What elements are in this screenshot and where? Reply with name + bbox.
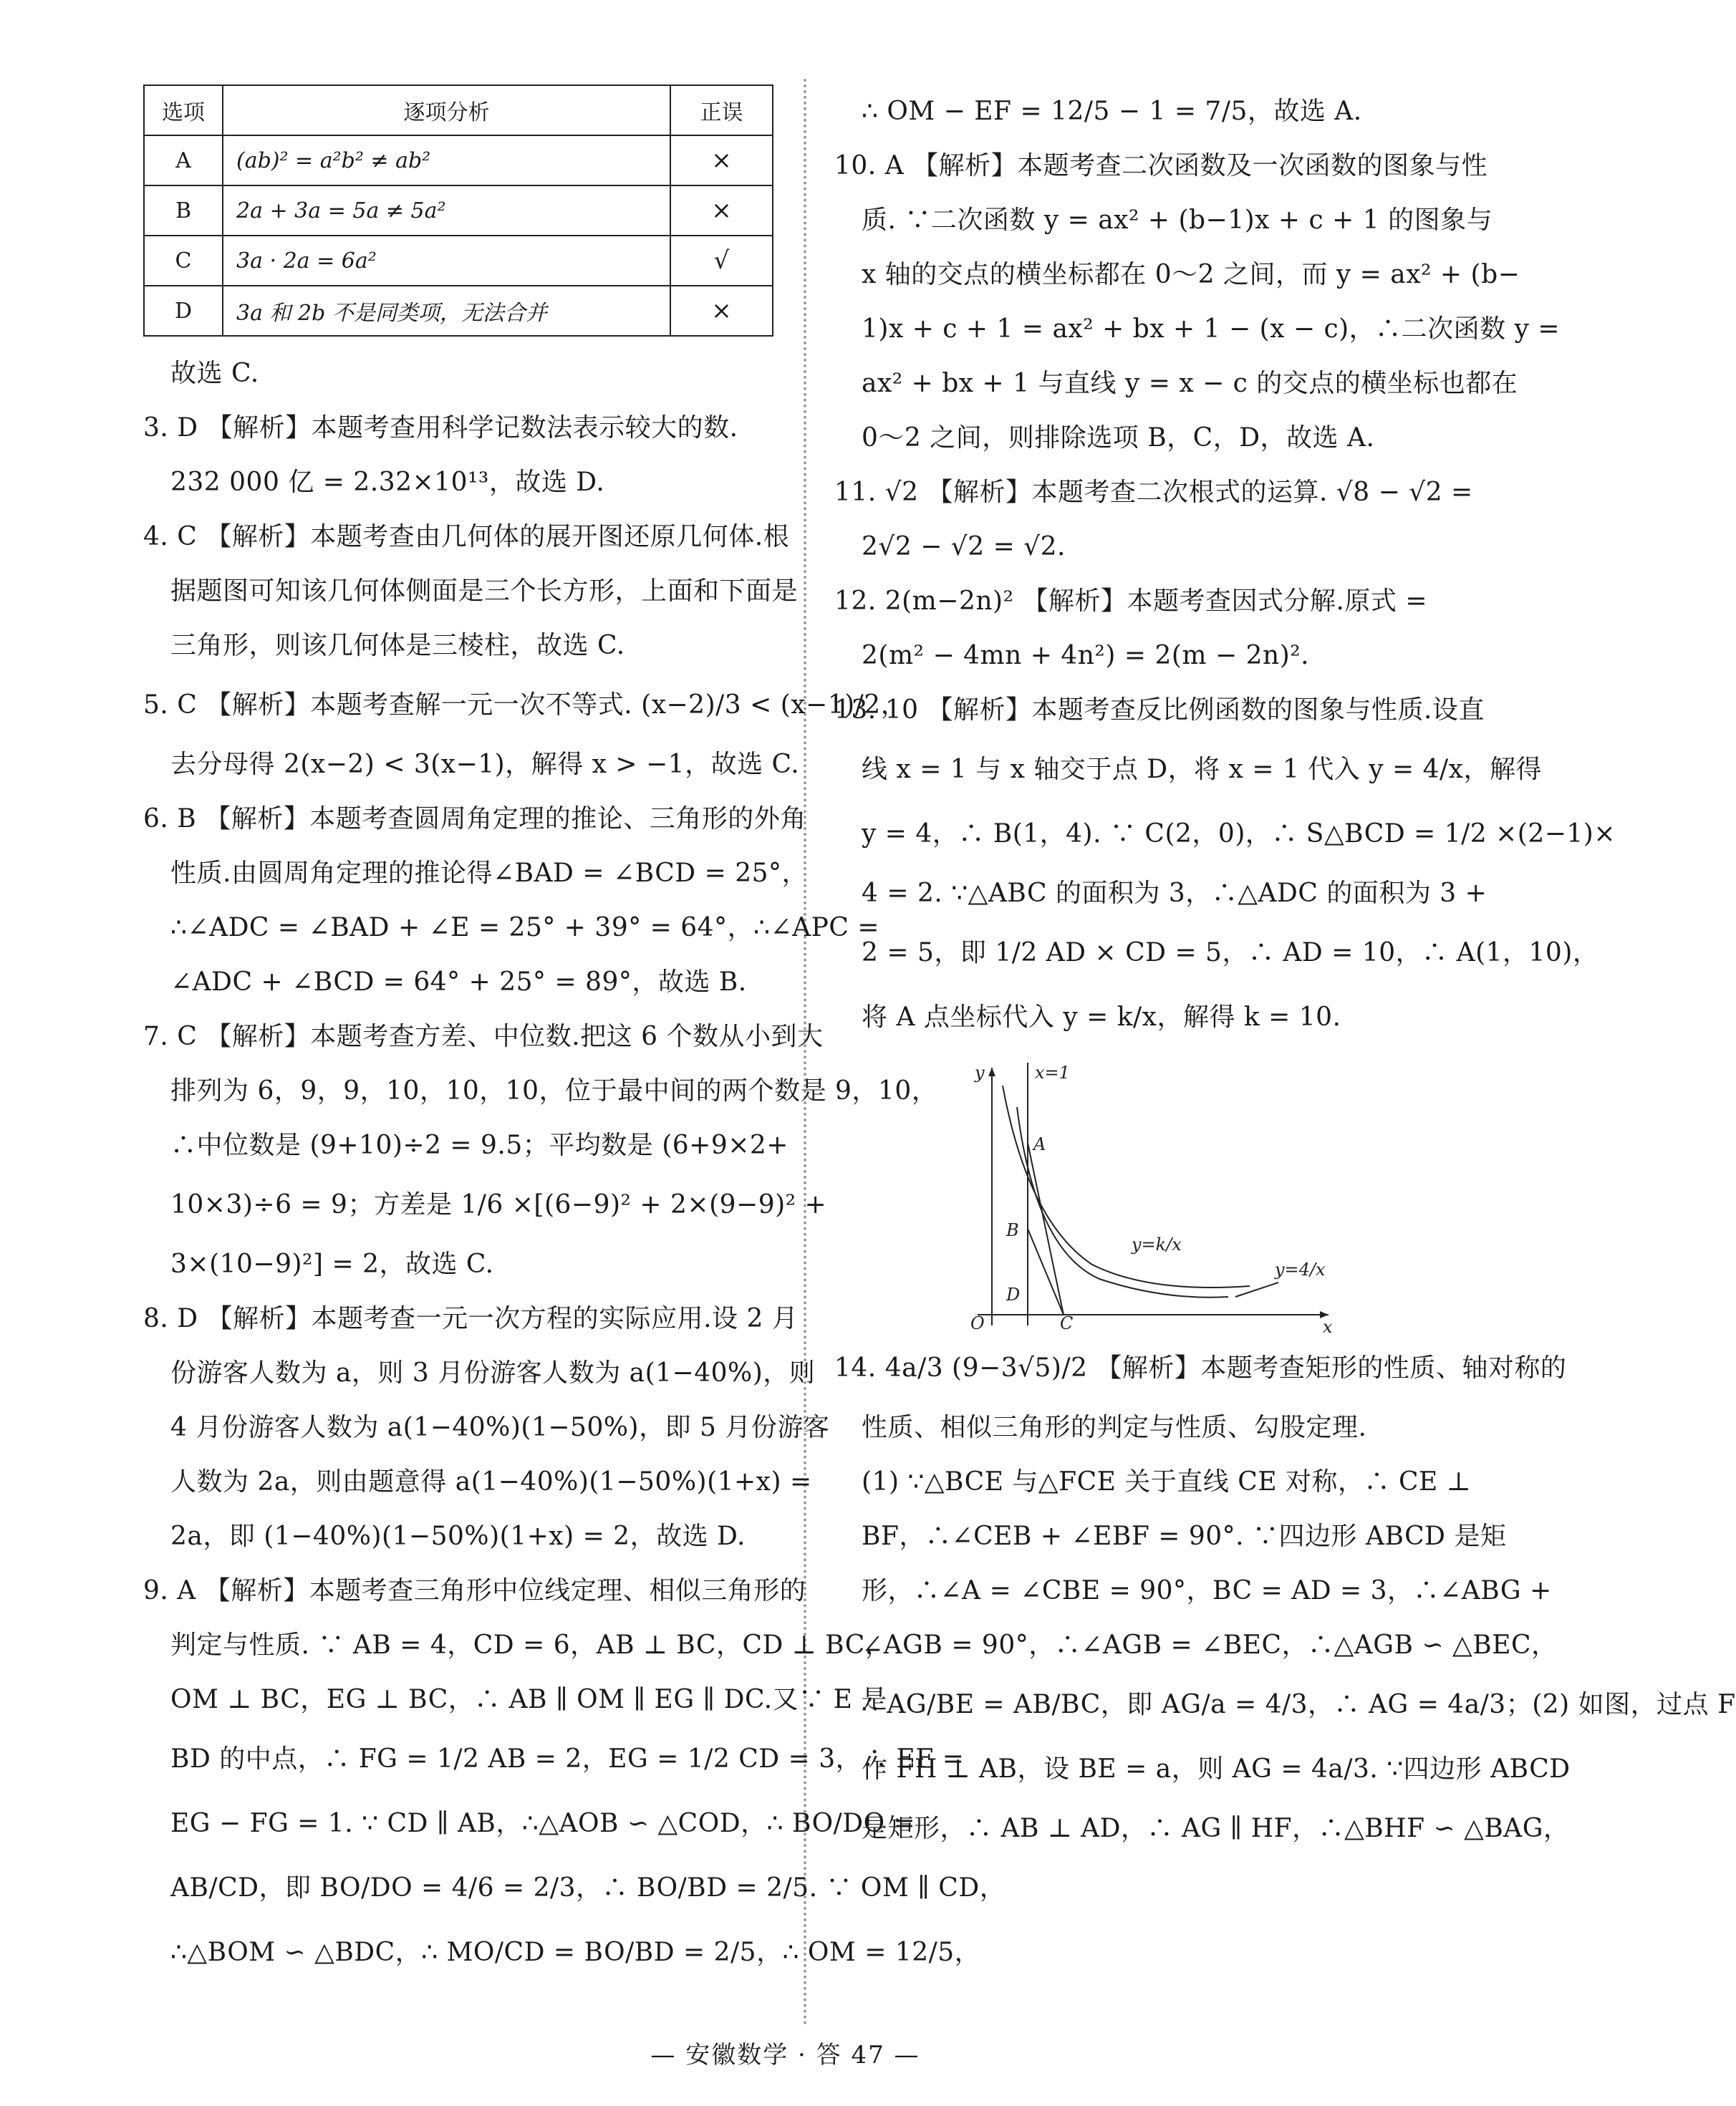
graph-svg xyxy=(949,1057,1350,1337)
text-line: 3. D 【解析】本题考查用科学记数法表示较大的数. xyxy=(143,413,738,443)
text-line: ∴中位数是 (9+10)÷2 = 9.5；平均数是 (6+9×2+ xyxy=(170,1131,789,1160)
point-d-label: D xyxy=(1006,1285,1021,1305)
table-cell-result: √ xyxy=(670,236,773,286)
text-line: 0～2 之间，则排除选项 B，C，D，故选 A. xyxy=(862,423,1375,453)
point-b-label: B xyxy=(1006,1220,1019,1240)
right-column xyxy=(834,84,1736,1856)
x-axis-label: x xyxy=(1323,1317,1333,1337)
table-row xyxy=(144,236,773,286)
table-cell-option: D xyxy=(144,286,223,336)
text-line: BD 的中点，∴ FG = 1/2 AB = 2，EG = 1/2 CD = 3，∴ EF = xyxy=(170,1744,965,1774)
text-line: 4. C 【解析】本题考查由几何体的展开图还原几何体.根 xyxy=(143,522,790,551)
text-line: 232 000 亿 = 2.32×10¹³，故选 D. xyxy=(170,468,605,497)
segment-ac xyxy=(1028,1143,1064,1315)
option-analysis-table xyxy=(143,84,773,337)
label-pointer xyxy=(1235,1283,1278,1297)
text-line: 判定与性质. ∵ AB = 4，CD = 6，AB ⊥ BC，CD ⊥ BC， xyxy=(170,1631,892,1660)
text-line: 1)x + c + 1 = ax² + bx + 1 − (x − c)，∴二次函数 y = xyxy=(862,314,1561,344)
curve-4-label: y=4/x xyxy=(1275,1260,1326,1280)
table-cell-result: × xyxy=(670,286,773,336)
text-line: 6. B 【解析】本题考查圆周角定理的推论、三角形的外角 xyxy=(143,804,806,834)
text-line: OM ⊥ BC，EG ⊥ BC，∴ AB ∥ OM ∥ EG ∥ DC.又∵ E 是 xyxy=(170,1685,887,1714)
text-line: 11. √2 【解析】本题考查二次根式的运算. √8 − √2 = xyxy=(834,478,1473,507)
text-line: 4 月份游客人数为 a(1−40%)(1−50%)，即 5 月份游客 xyxy=(170,1413,830,1442)
column-divider xyxy=(804,79,806,2027)
text-line: 人数为 2a，则由题意得 a(1−40%)(1−50%)(1+x) = xyxy=(170,1467,812,1497)
text-line: ∴∠ADC = ∠BAD + ∠E = 25° + 39° = 64°，∴∠APC = xyxy=(170,913,880,942)
text-line: 12. 2(m−2n)² 【解析】本题考查因式分解.原式 = xyxy=(834,586,1428,616)
text-line: x 轴的交点的横坐标都在 0～2 之间，而 y = ax² + (b− xyxy=(862,260,1520,289)
text-line: 性质.由圆周角定理的推论得∠BAD = ∠BCD = 25°， xyxy=(170,859,809,888)
table-header-option: 选项 xyxy=(144,85,223,135)
text-line: 三角形，则该几何体是三棱柱，故选 C. xyxy=(170,631,625,660)
text-line: 据题图可知该几何体侧面是三个长方形，上面和下面是 xyxy=(170,576,799,606)
text-line: 2a，即 (1−40%)(1−50%)(1+x) = 2，故选 D. xyxy=(170,1522,746,1551)
table-cell-option: A xyxy=(144,135,223,185)
curve-k-label: y=k/x xyxy=(1132,1235,1182,1255)
text-line: ∴ AG/BE = AB/BC，即 AG/a = 4/3，∴ AG = 4a/3；(2) 如图，过点 F xyxy=(862,1690,1736,1719)
table-header-result: 正误 xyxy=(670,85,773,135)
text-line: 2(m² − 4mn + 4n²) = 2(m − 2n)². xyxy=(862,641,1310,670)
text-line: ∴ OM − EF = 12/5 − 1 = 7/5，故选 A. xyxy=(862,97,1362,126)
table-cell-analysis: (ab)² = a²b² ≠ ab² xyxy=(223,135,670,185)
text-line: 10. A 【解析】本题考查二次函数及一次函数的图象与性 xyxy=(834,151,1488,180)
text-line: 去分母得 2(x−2) < 3(x−1)，解得 x > −1，故选 C. xyxy=(170,750,800,779)
text-line: 8. D 【解析】本题考查一元一次方程的实际应用.设 2 月 xyxy=(143,1304,799,1333)
curve-y-4-over-x xyxy=(1017,1107,1228,1298)
point-a-label: A xyxy=(1033,1134,1046,1154)
y-axis-arrow xyxy=(988,1068,995,1076)
table-cell-option: B xyxy=(144,185,223,236)
origin-label: O xyxy=(970,1313,985,1333)
table-row xyxy=(144,185,773,236)
text-line: 将 A 点坐标代入 y = k/x，解得 k = 10. xyxy=(862,1003,1341,1032)
table-row xyxy=(144,135,773,185)
text-line: 2√2 − √2 = √2. xyxy=(862,532,1066,561)
point-c-label: C xyxy=(1060,1313,1074,1333)
text-line: y = 4，∴ B(1，4). ∵ C(2，0)，∴ S△BCD = 1/2 ×(2−1)× xyxy=(862,819,1616,849)
text-line: 故选 C. xyxy=(170,359,259,388)
text-line: (1) ∵△BCE 与△FCE 关于直线 CE 对称，∴ CE ⊥ xyxy=(862,1467,1472,1497)
text-line: 5. C 【解析】本题考查解一元一次不等式. (x−2)/3 < (x−1)/2， xyxy=(143,690,907,720)
line-x1-label: x=1 xyxy=(1035,1063,1070,1083)
text-line: 9. A 【解析】本题考查三角形中位线定理、相似三角形的 xyxy=(143,1576,806,1605)
text-line: 2 = 5，即 1/2 AD × CD = 5，∴ AD = 10，∴ A(1，10)， xyxy=(862,938,1599,967)
text-line: 13. 10 【解析】本题考查反比例函数的图象与性质.设直 xyxy=(834,695,1485,725)
text-line: ∠ADC + ∠BCD = 64° + 25° = 89°，故选 B. xyxy=(170,967,747,997)
text-line: AB/CD，即 BO/DO = 4/6 = 2/3，∴ BO/BD = 2/5. ∵ OM ∥ CD， xyxy=(170,1873,1006,1903)
table-cell-analysis: 3a 和 2b 不是同类项，无法合并 xyxy=(223,286,670,336)
table-header-row xyxy=(144,85,773,135)
text-line: 质. ∵二次函数 y = ax² + (b−1)x + c + 1 的图象与 xyxy=(862,206,1493,235)
table-cell-option: C xyxy=(144,236,223,286)
text-line: BF，∴∠CEB + ∠EBF = 90°. ∵四边形 ABCD 是矩 xyxy=(862,1522,1507,1551)
text-line: ∴△BOM ∽ △BDC，∴ MO/CD = BO/BD = 2/5，∴ OM = 12/5， xyxy=(170,1938,981,1967)
table-row xyxy=(144,286,773,336)
text-line: 14. 4a/3 (9−3√5)/2 【解析】本题考查矩形的性质、轴对称的 xyxy=(834,1353,1567,1383)
text-line: ax² + bx + 1 与直线 y = x − c 的交点的横坐标也都在 xyxy=(862,369,1518,398)
table-cell-analysis: 2a + 3a = 5a ≠ 5a² xyxy=(223,185,670,236)
table-header-analysis: 逐项分析 xyxy=(223,85,670,135)
text-line: 形，∴∠A = ∠CBE = 90°，BC = AD = 3，∴∠ABG + xyxy=(862,1576,1552,1605)
text-line: 线 x = 1 与 x 轴交于点 D，将 x = 1 代入 y = 4/x，解得 xyxy=(862,755,1542,784)
table-cell-result: × xyxy=(670,185,773,236)
text-line: EG − FG = 1. ∵ CD ∥ AB，∴△AOB ∽ △COD，∴ BO/DO = xyxy=(170,1809,916,1838)
text-line: 份游客人数为 a，则 3 月份游客人数为 a(1−40%)，则 xyxy=(170,1358,816,1388)
y-axis-label: y xyxy=(975,1063,985,1083)
table-cell-analysis: 3a · 2a = 6a² xyxy=(223,236,670,286)
text-line: ∠AGB = 90°，∴∠AGB = ∠BEC，∴△AGB ∽ △BEC， xyxy=(862,1631,1558,1660)
text-line: 3×(10−9)²] = 2，故选 C. xyxy=(170,1250,494,1279)
page-footer: — 安徽数学 · 答 47 — xyxy=(650,2041,920,2069)
text-line: 作 FH ⊥ AB，设 BE = a，则 AG = 4a/3. ∵四边形 ABCD xyxy=(862,1754,1571,1784)
text-line: 4 = 2. ∵△ABC 的面积为 3，∴△ADC 的面积为 3 + xyxy=(862,879,1487,908)
table-cell-result: × xyxy=(670,135,773,185)
text-line: 性质、相似三角形的判定与性质、勾股定理. xyxy=(862,1413,1367,1442)
text-line: 排列为 6，9，9，10，10，10，位于最中间的两个数是 9，10， xyxy=(170,1076,938,1106)
text-line: 是矩形，∴ AB ⊥ AD，∴ AG ∥ HF，∴△BHF ∽ △BAG， xyxy=(862,1814,1570,1843)
text-line: 7. C 【解析】本题考查方差、中位数.把这 6 个数从小到大 xyxy=(143,1022,824,1051)
text-line: 10×3)÷6 = 9；方差是 1/6 ×[(6−9)² + 2×(9−9)² + xyxy=(170,1190,827,1219)
inverse-function-graph xyxy=(949,1057,1350,1337)
